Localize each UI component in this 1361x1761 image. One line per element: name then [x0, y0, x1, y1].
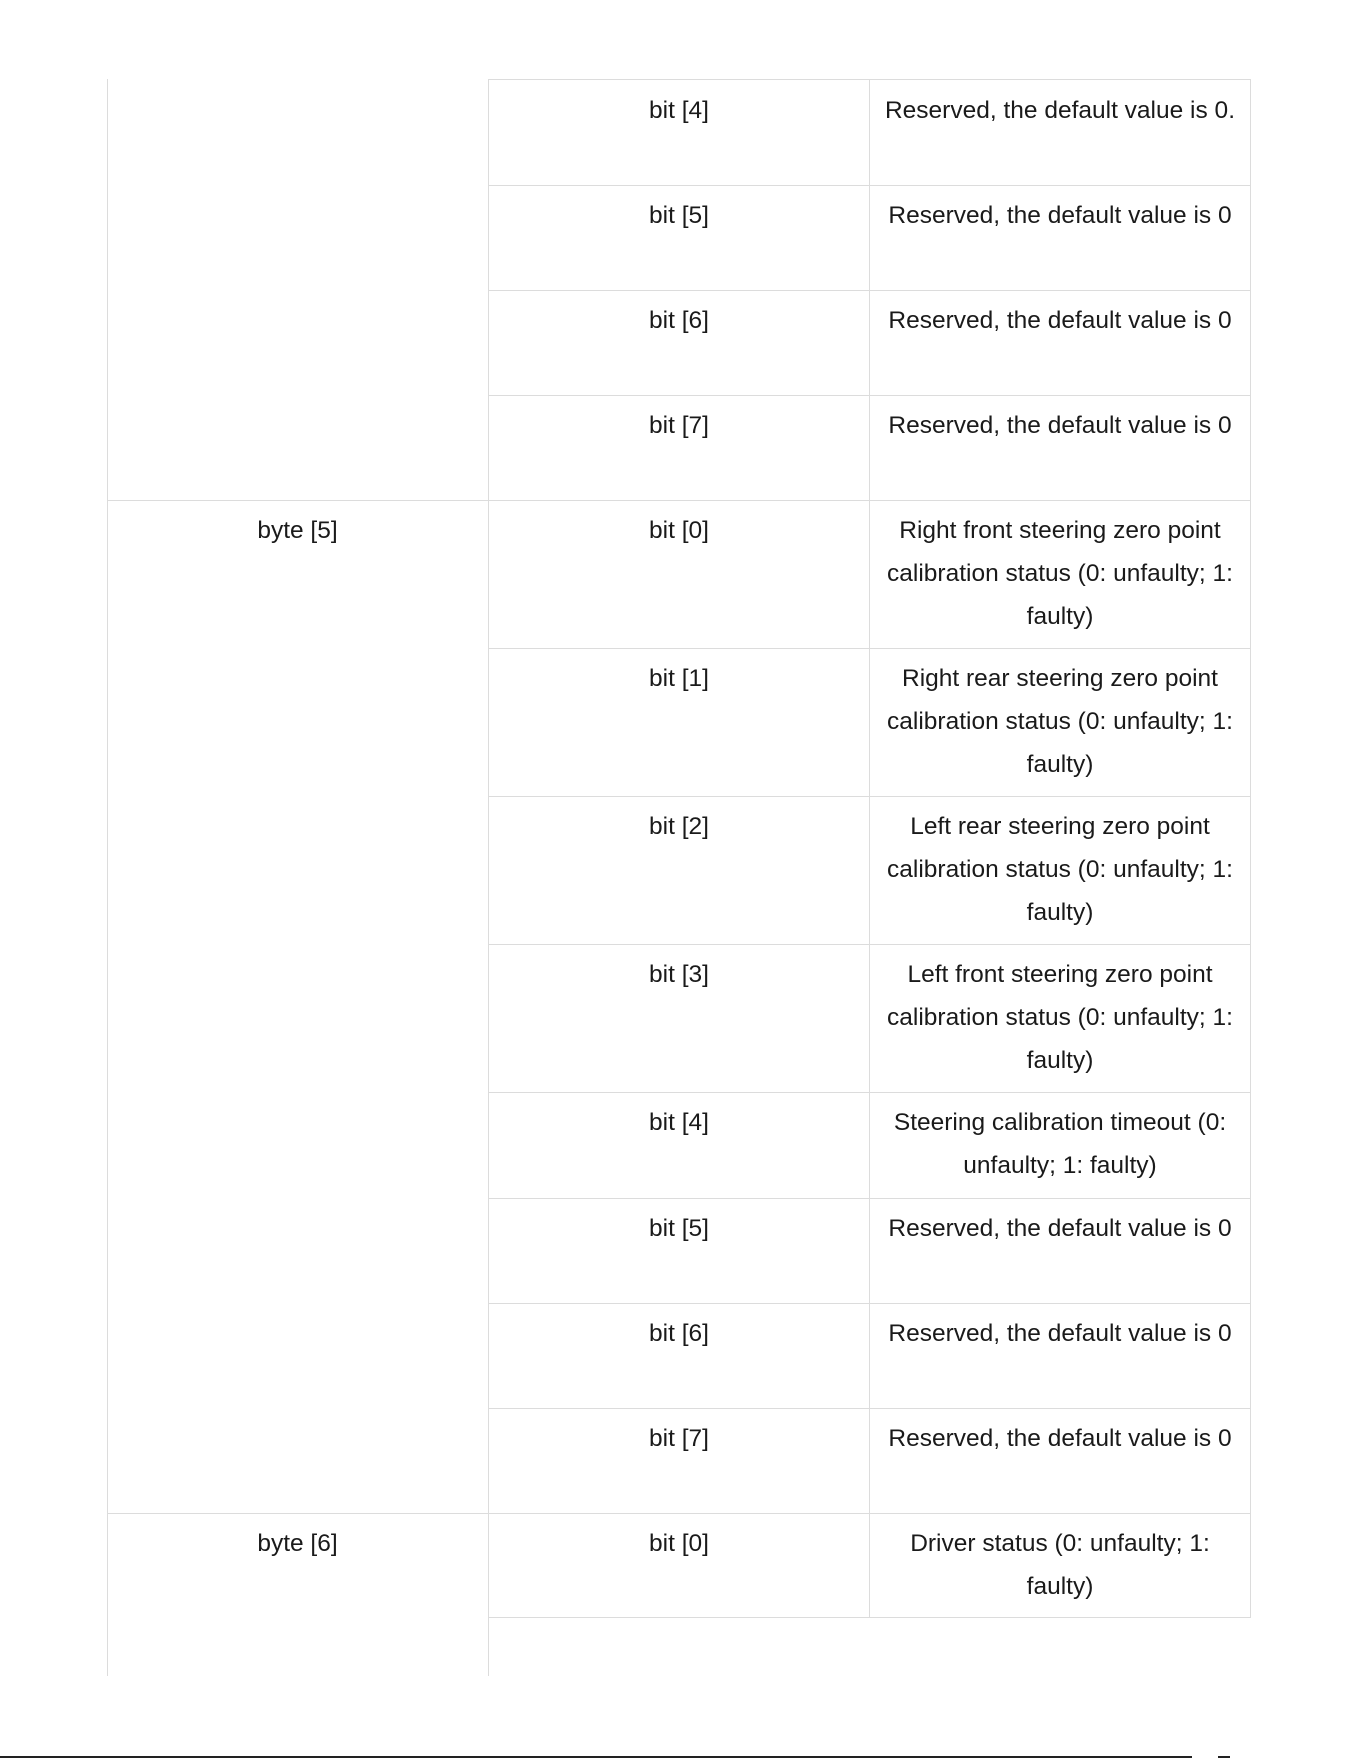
bit-label: bit [6]	[649, 1320, 709, 1347]
row-border	[488, 79, 1251, 80]
footer-rule	[0, 1756, 1192, 1758]
bit-description: Driver status (0: unfaulty; 1: faulty)	[910, 1530, 1210, 1600]
bit-description: Right front steering zero point calibration status (0: unfaulty; 1: faulty)	[887, 517, 1233, 630]
row-border	[488, 944, 1251, 945]
bit-label: bit [5]	[649, 1215, 709, 1242]
footer-mark	[1218, 1756, 1230, 1758]
row-border	[488, 1408, 1251, 1409]
bit-description: Left front steering zero point calibration status (0: unfaulty; 1: faulty)	[887, 961, 1233, 1074]
row-border	[488, 1303, 1251, 1304]
bit-label: bit [7]	[649, 1425, 709, 1452]
table-border-left	[107, 79, 108, 1676]
bit-label: bit [6]	[649, 307, 709, 334]
bit-label: bit [0]	[649, 1530, 709, 1557]
bit-description: Reserved, the default value is 0	[888, 202, 1232, 229]
row-border	[107, 500, 1251, 501]
bit-label: bit [0]	[649, 517, 709, 544]
table-border-right	[1250, 79, 1251, 1617]
row-border	[488, 796, 1251, 797]
row-border	[488, 1092, 1251, 1093]
bit-description: Steering calibration timeout (0: unfaulty; 1: faulty)	[893, 1109, 1227, 1179]
row-border	[488, 1198, 1251, 1199]
bit-description: Reserved, the default value is 0	[888, 307, 1232, 334]
row-border	[107, 1513, 1251, 1514]
bit-description: Right rear steering zero point calibration status (0: unfaulty; 1: faulty)	[887, 665, 1233, 778]
bit-label: bit [4]	[649, 1109, 709, 1136]
bit-label: bit [5]	[649, 202, 709, 229]
bit-description: Left rear steering zero point calibration status (0: unfaulty; 1: faulty)	[887, 813, 1233, 926]
bit-label: bit [7]	[649, 412, 709, 439]
bit-label: bit [1]	[649, 665, 709, 692]
byte-label: byte [5]	[257, 517, 338, 544]
bit-label: bit [2]	[649, 813, 709, 840]
bit-description: Reserved, the default value is 0.	[884, 97, 1235, 124]
row-border	[488, 1617, 1251, 1618]
row-border	[488, 648, 1251, 649]
bit-label: bit [4]	[649, 97, 709, 124]
row-border	[488, 290, 1251, 291]
bit-description: Reserved, the default value is 0	[888, 1425, 1232, 1452]
bit-description: Reserved, the default value is 0	[888, 412, 1232, 439]
bit-description: Reserved, the default value is 0	[888, 1320, 1232, 1347]
bit-description: Reserved, the default value is 0	[888, 1215, 1232, 1242]
byte-label: byte [6]	[257, 1530, 338, 1557]
row-border	[488, 395, 1251, 396]
row-border	[488, 185, 1251, 186]
bit-label: bit [3]	[649, 961, 709, 988]
